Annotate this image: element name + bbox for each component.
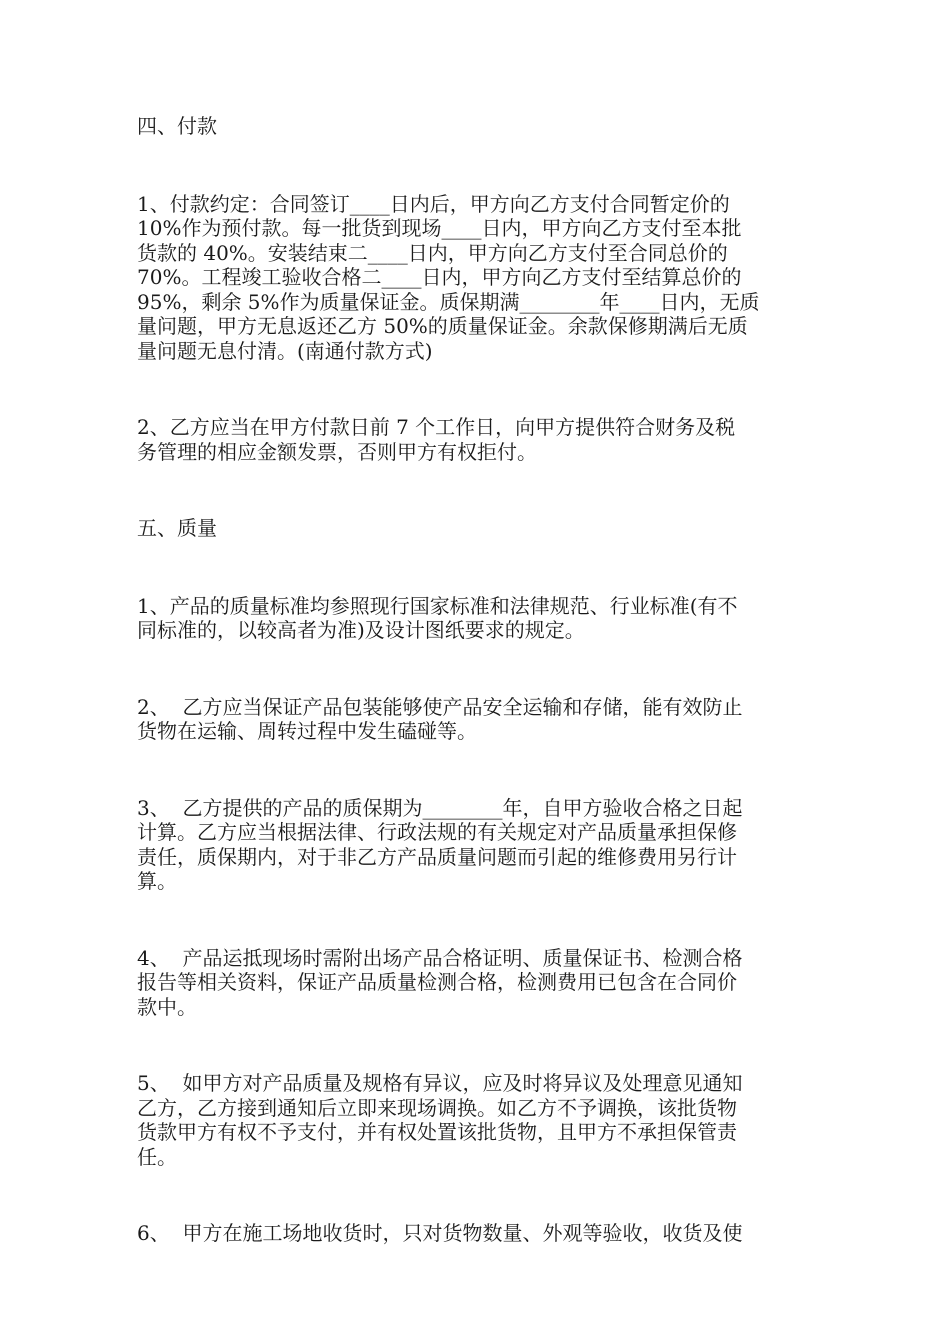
text-line: 货款的 40%。安装结束二____日内，甲方向乙方支付至合同总价的 [137,240,728,265]
text-line: 10%作为预付款。每一批货到现场____日内，甲方向乙方支付至本批 [137,216,742,240]
section-5-heading: 五、质量 [137,516,217,540]
text-line: 量问题无息付清。(南通付款方式) [137,338,433,363]
text-line: 6、 甲方在施工场地收货时，只对货物数量、外观等验收，收货及使 [137,1221,743,1245]
text-line: 2、 乙方应当保证产品包装能够使产品安全运输和存储，能有效防止 [137,694,743,719]
section-4-heading: 四、付款 [137,114,217,138]
text-line: 1、产品的质量标准均参照现行国家标准和法律规范、行业标准(有不 [137,593,738,618]
payment-clause-1 [137,192,817,364]
text-line: 70%。工程竣工验收合格二____日内，甲方向乙方支付至结算总价的 [137,265,742,289]
text-line: 量问题，甲方无息返还乙方 50%的质量保证金。余款保修期满后无质 [137,314,748,338]
text-line: 算。 [137,869,177,893]
text-line: 1、付款约定：合同签订____日内后，甲方向乙方支付合同暂定价的 [137,191,730,216]
quality-clause-2 [137,695,817,744]
text-line: 乙方，乙方接到通知后立即来现场调换。如乙方不予调换，该批货物 [137,1095,737,1120]
text-line: 货款甲方有权不予支付，并有权处置该批货物，且甲方不承担保管责 [137,1120,737,1144]
text-line: 责任，质保期内，对于非乙方产品质量问题而引起的维修费用另行计 [137,844,737,869]
document-body [137,114,817,1246]
text-line: 任。 [137,1144,177,1169]
text-line: 款中。 [137,994,197,1019]
quality-clause-4 [137,946,817,1020]
text-line: 报告等相关资料，保证产品质量检测合格，检测费用已包含在合同价 [137,970,737,994]
text-line: 计算。乙方应当根据法律、行政法规的有关规定对产品质量承担保修 [137,820,737,844]
text-line: 3、 乙方提供的产品的质保期为________年，自甲方验收合格之日起 [137,795,743,820]
text-line: 货物在运输、周转过程中发生磕碰等。 [137,719,477,743]
text-line: 同标准的，以较高者为准)及设计图纸要求的规定。 [137,618,585,642]
text-line: 4、 产品运抵现场时需附出场产品合格证明、质量保证书、检测合格 [137,945,743,970]
quality-clause-5 [137,1071,817,1169]
text-line: 2、乙方应当在甲方付款日前 7 个工作日，向甲方提供符合财务及税 [137,415,736,439]
text-line: 务管理的相应金额发票，否则甲方有权拒付。 [137,439,537,464]
quality-clause-6 [137,1221,817,1246]
text-line: 5、 如甲方对产品质量及规格有异议，应及时将异议及处理意见通知 [137,1071,743,1095]
payment-clause-2 [137,415,817,464]
quality-clause-1 [137,594,817,643]
text-line: 95%，剩余 5%作为质量保证金。质保期满________年____日内，无质 [137,289,760,314]
quality-clause-3 [137,796,817,894]
